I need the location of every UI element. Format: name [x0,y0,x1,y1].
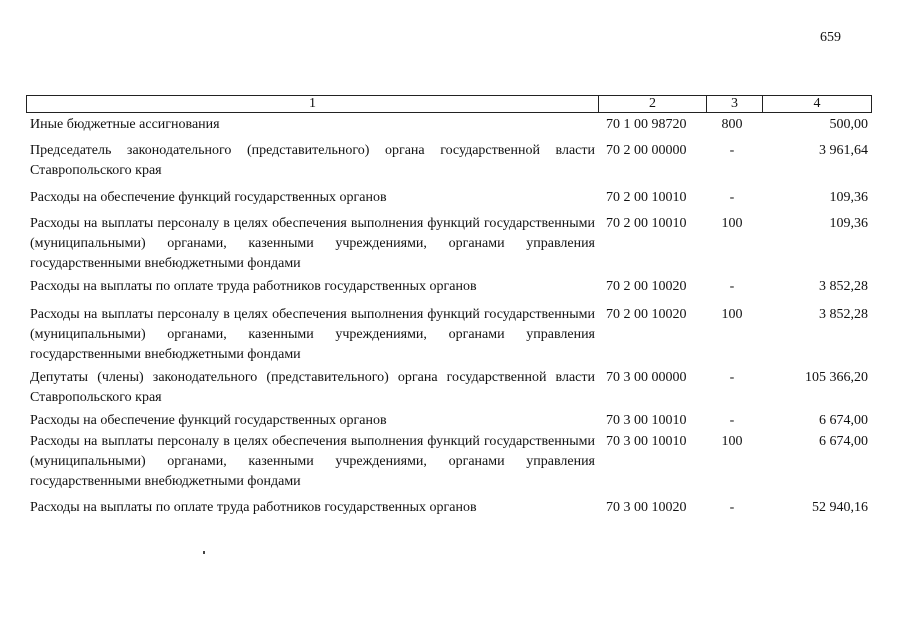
row-amount: 6 674,00 [819,413,868,428]
row-amount: 3 961,64 [819,143,868,158]
row-amount: 109,36 [829,216,868,231]
table-header [26,95,872,113]
row-amount: 105 366,20 [805,370,868,385]
row-type: - [729,500,735,515]
row-amount: 500,00 [829,117,868,132]
row-type: 100 [721,216,743,231]
row-description: Расходы на обеспечение функций государственных органов [30,190,387,205]
row-code: 70 3 00 10010 [606,413,687,428]
row-amount: 52 940,16 [812,500,868,515]
header-col-4: 4 [762,96,871,112]
row-code: 70 2 00 10010 [606,190,687,205]
scan-speck [203,551,205,554]
row-code: 70 3 00 00000 [606,370,687,385]
header-col-1: 1 [309,96,316,111]
row-type: - [729,143,735,158]
page-number: 659 [820,30,841,45]
row-amount: 109,36 [829,190,868,205]
row-type: - [729,413,735,428]
row-code: 70 3 00 10020 [606,500,687,515]
row-description: Иные бюджетные ассигнования [30,117,220,132]
header-col-3: 3 [706,96,762,112]
row-type: - [729,190,735,205]
row-amount: 3 852,28 [819,279,868,294]
row-description: Расходы на выплаты по оплате труда работников государственных органов [30,279,477,294]
row-code: 70 3 00 10010 [606,434,687,449]
row-description: Расходы на выплаты персоналу в целях обеспечения выполнения функций государственными (муниципальными) органами, казенными учреждениями, органами управления государственными внебюджетными фондами [30,434,595,489]
row-amount: 3 852,28 [819,307,868,322]
row-type: 100 [721,307,743,322]
row-description: Расходы на выплаты персоналу в целях обеспечения выполнения функций государственными (муниципальными) органами, казенными учреждениями, органами управления государственными внебюджетными фондами [30,216,595,271]
row-type: 100 [721,434,743,449]
row-amount: 6 674,00 [819,434,868,449]
row-description: Депутаты (члены) законодательного (представительного) органа государственной власти Ставропольского края [30,370,595,405]
row-type: - [729,279,735,294]
row-code: 70 2 00 10010 [606,216,687,231]
row-code: 70 2 00 10020 [606,279,687,294]
row-description: Расходы на выплаты персоналу в целях обеспечения выполнения функций государственными (муниципальными) органами, казенными учреждениями, органами управления государственными внебюджетными фондами [30,307,595,362]
row-description: Председатель законодательного (представительного) органа государственной власти Ставропольского края [30,143,595,178]
row-type: - [729,370,735,385]
row-description: Расходы на обеспечение функций государственных органов [30,413,387,428]
row-type: 800 [721,117,743,132]
row-description: Расходы на выплаты по оплате труда работников государственных органов [30,500,477,515]
row-code: 70 1 00 98720 [606,117,687,132]
header-col-2: 2 [598,96,706,112]
row-code: 70 2 00 00000 [606,143,687,158]
row-code: 70 2 00 10020 [606,307,687,322]
